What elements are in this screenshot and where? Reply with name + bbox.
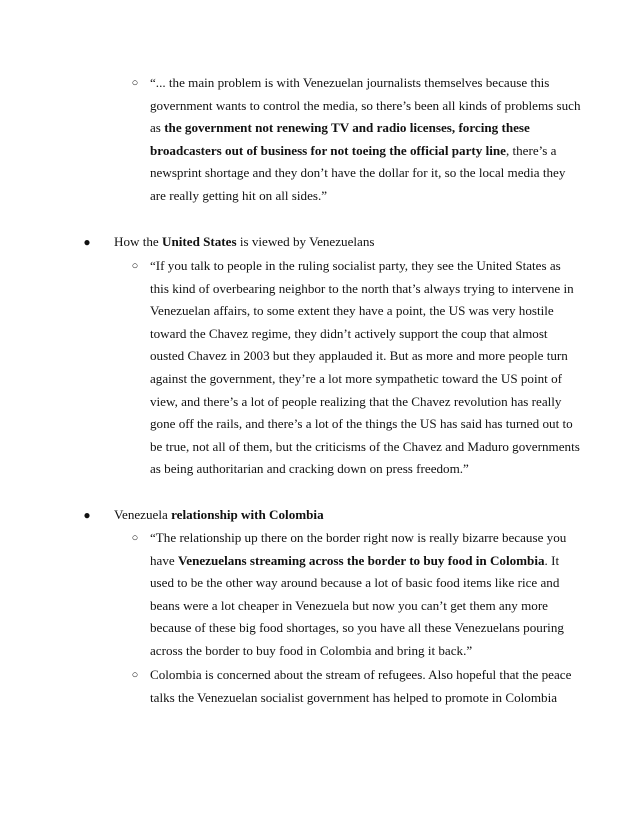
text-line [150, 530, 566, 546]
bold-text: Venezuelans streaming across the border to buy food in Colombia [178, 552, 545, 568]
text-line [150, 371, 562, 387]
text-line [150, 165, 565, 181]
text-run: gone off the rails, and there’s a lot of the things the US has said has turned out to [150, 416, 573, 432]
text-run: be true, not all of them, but the criticisms of the Chavez and Maduro governments [150, 438, 580, 454]
text-run: talks the Venezuelan socialist government has helped to promote in Colombia [150, 689, 558, 705]
text-run: “If you talk to people in the ruling socialist party, they see the United States as [150, 258, 561, 273]
text-line [150, 643, 472, 659]
text-run: “The relationship up there on the border right now is really bizarre because you [150, 530, 567, 545]
text-run: as [150, 120, 165, 136]
text-line [150, 461, 469, 477]
text-line [150, 620, 564, 636]
text-run: newsprint shortage and they don’t have the dollar for it, so the local media they [150, 165, 566, 181]
text-line [150, 303, 554, 319]
text-run: are really getting hit on all sides.” [150, 188, 328, 203]
text-line [150, 553, 559, 569]
text-run: Colombia is concerned about the stream of refugees. Also hopeful that the peace [150, 667, 572, 682]
text-run: this kind of overbearing neighbor to the north that’s always trying to intervene in [150, 280, 574, 296]
text-run: toward the Chavez regime, they didn’t actively support the coup that almost [150, 325, 548, 341]
text-line [150, 326, 548, 342]
bold-text: United States [162, 234, 237, 249]
text-line [150, 667, 571, 683]
text-line [150, 281, 574, 297]
text-run: . It [544, 552, 560, 568]
text-line [150, 98, 581, 114]
text-run: How the [114, 234, 163, 249]
text-run: because of these big food shortages, so you have all these Venezuelans pouring [150, 620, 564, 636]
text-line [150, 416, 573, 432]
text-line [150, 120, 530, 136]
text-run: against the government, they’re a lot more sympathetic toward the US point of [150, 371, 562, 386]
text-run: Venezuelan affairs, to some extent they have a point, the US was very hostile [150, 303, 554, 319]
text-line [150, 575, 559, 591]
text-line [150, 143, 557, 159]
text-run: government wants to control the media, so there’s been all kinds of problems such [150, 97, 581, 113]
bold-text: relationship with Colombia [171, 507, 324, 522]
text-line [150, 348, 568, 364]
text-run: Venezuela [114, 507, 172, 522]
text-run: as being authoritarian and cracking down on press freedom.” [150, 461, 469, 477]
text-run: view, and there’s a lot of people realizing that the Chavez revolution has really [150, 393, 562, 409]
sub-bullet-icon: ○ [131, 260, 139, 272]
bullet-icon: ● [83, 508, 91, 522]
text-line [150, 188, 327, 204]
bold-text: broadcasters out of business for not toeing the official party line [150, 142, 506, 158]
text-line [150, 75, 549, 91]
bullet-icon: ● [83, 235, 91, 249]
text-run: have [150, 552, 178, 568]
text-run: is viewed by Venezuelans [236, 234, 375, 249]
sub-bullet-icon: ○ [131, 532, 139, 544]
text-line [150, 598, 548, 614]
text-run: , there’s a [505, 142, 557, 158]
text-run: ousted Chavez in 2003 but they applauded it. But as more and more people turn [150, 348, 568, 364]
sub-bullet-icon: ○ [131, 77, 139, 89]
text-line [150, 690, 557, 706]
colombia-heading [114, 507, 324, 523]
text-line [150, 258, 561, 274]
sub-bullet-icon: ○ [131, 669, 139, 681]
text-run: used to be the other way around because a lot of basic food items like rice and [150, 575, 560, 591]
text-line [150, 439, 580, 455]
text-run: beans were a lot cheaper in Venezuela but now you can’t get them any more [150, 597, 548, 613]
text-line [150, 394, 561, 410]
bold-text: the government not renewing TV and radio licenses, forcing these [164, 120, 530, 136]
text-run: across the border to buy food in Colombia and bring it back.” [150, 643, 473, 658]
text-run: “... the main problem is with Venezuelan journalists themselves because this [150, 75, 550, 90]
us-heading [114, 234, 375, 250]
